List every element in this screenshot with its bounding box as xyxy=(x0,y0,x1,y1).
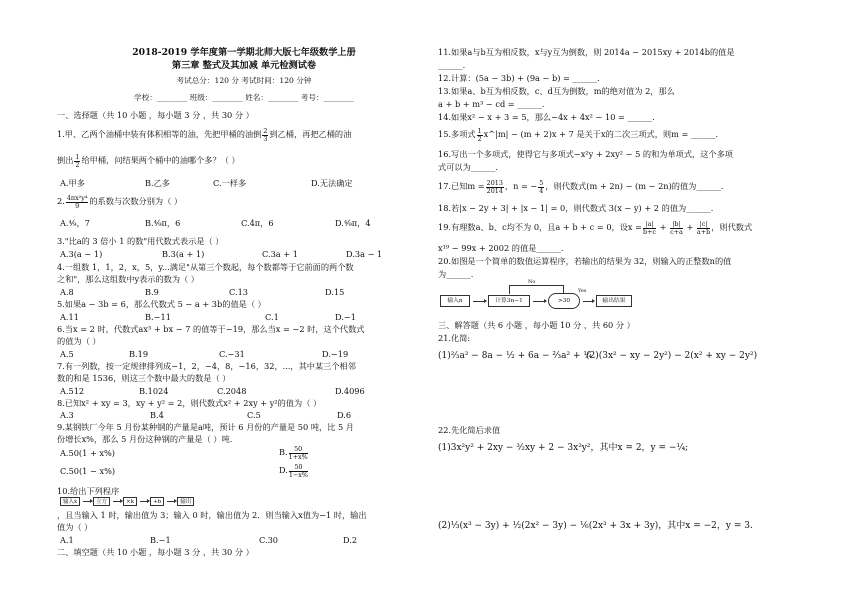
section-choice: 一、选择题（共 10 小题 ，每小题 3 分 ，共 30 分 ） xyxy=(57,110,254,120)
question-19-line2: x¹⁹ − 99x + 2002 的值是______. xyxy=(438,243,564,253)
option-d[interactable]: D.⁴⁄₉π，4 xyxy=(335,218,371,228)
arrow-icon xyxy=(113,501,121,502)
option-b[interactable]: B.⁴⁄₉π，6 xyxy=(145,218,181,228)
option-c[interactable]: C.3a + 1 xyxy=(262,249,298,259)
arrow-icon xyxy=(140,501,148,502)
exam-subtitle: 第三章 整式及其加减 单元检测试卷 xyxy=(171,60,317,71)
option-a[interactable]: A.1 xyxy=(60,535,74,545)
question-11: 11.如果a与b互为相反数，x与y互为倒数，则 2014a − 2015xy + 2014b的值是 xyxy=(438,47,735,57)
flow-loop-line xyxy=(509,285,564,294)
student-info-row xyxy=(57,93,431,102)
option-b[interactable]: B.−11 xyxy=(145,312,171,322)
question-22: 22.先化简后求值 xyxy=(438,425,501,435)
option-d[interactable]: D.3a − 1 xyxy=(346,249,383,259)
section-solution: 三、解答题（共 6 小题 ，每小题 10 分 ，共 60 分 ） xyxy=(438,320,635,330)
question-4-line1: 4.一组数 1，1，2，x，5，y...满足"从第三个数起，每个数都等于它前面的两个数 xyxy=(57,262,354,272)
flow-decision: >30 xyxy=(548,293,580,309)
question-13-line2: a + b + m³ − cd = ______. xyxy=(438,99,545,109)
option-b[interactable]: B.−1 xyxy=(150,535,171,545)
option-d[interactable]: D.6 xyxy=(337,410,352,420)
option-b[interactable]: B.19 xyxy=(129,349,149,359)
option-a[interactable]: A.3 xyxy=(60,410,74,420)
option-c[interactable]: C.一样多 xyxy=(213,178,247,188)
name-label: 姓名： xyxy=(245,93,268,102)
question-16-line2: 式可以为______. xyxy=(438,162,498,172)
fraction: $\frac{1}{2}$ xyxy=(75,153,80,169)
option-d[interactable]: D.4096 xyxy=(335,386,365,396)
option-b[interactable]: B.3(a + 1) xyxy=(162,249,205,259)
question-3: 3."比a的 3 倍小 1 的数"用代数式表示是（ ） xyxy=(57,236,224,246)
question-7-line2: 数的和是 1536，则这三个数中最大的数是（ ） xyxy=(57,373,231,383)
question-6-line1: 6.当x = 2 时，代数式ax³ + bx − 7 的值等于−19，那么当x = −2 时，这个代数式 xyxy=(57,324,365,334)
option-a[interactable]: A.8 xyxy=(60,287,74,297)
option-c[interactable]: C.30 xyxy=(259,535,278,545)
question-2: 2. $\frac{\text{4πx²y⁴}}{9}$ 的系数与次数分别为（ ） xyxy=(57,194,183,210)
flow-step: 输入x xyxy=(60,497,80,506)
option-c[interactable]: C.50(1 − x%) xyxy=(60,466,116,476)
arrow-icon xyxy=(473,301,485,302)
flow-step: 立方 xyxy=(93,497,110,506)
program-flowchart xyxy=(60,497,197,506)
exam-info: 考试总分：120 分 考试时间：120 分钟 xyxy=(176,76,312,85)
question-20-line2: 为______. xyxy=(438,269,474,279)
number-label: 考号： xyxy=(300,93,324,102)
option-a[interactable]: A.512 xyxy=(60,386,85,396)
class-label: 班级： xyxy=(189,93,213,102)
option-d[interactable]: D.15 xyxy=(325,287,345,297)
question-15: 15.多项式 $\frac{1}{2}$ x^|m| − (m + 2)x + 7 是关于x的二次三项式，则m = ______. xyxy=(438,127,719,143)
question-10-line3: 值为（ ） xyxy=(57,522,93,532)
option-a[interactable]: A.50(1 + x%) xyxy=(60,448,115,458)
school-blank: ________ xyxy=(156,93,188,102)
option-c[interactable]: C.2048 xyxy=(217,386,247,396)
question-16-line1: 16.写出一个多项式，使得它与多项式−x²y + 2xy² − 5 的和为单项式，这个多项 xyxy=(438,149,733,159)
option-a[interactable]: A.甲多 xyxy=(60,178,85,188)
question-5: 5.如果a − 3b = 6，那么代数式 5 − a + 3b的值是（ ） xyxy=(57,299,266,309)
question-6-line2: 的值为（ ） xyxy=(57,336,101,346)
question-1-line1: 1.甲、乙两个油桶中装有体积相等的油，先把甲桶的油倒 $\frac{2}{3}$ 到乙桶，再把乙桶的油 xyxy=(57,127,352,143)
arrow-icon xyxy=(167,501,175,502)
option-a[interactable]: A.⁴⁄₉，7 xyxy=(60,218,90,228)
option-d[interactable]: D. $\frac{50}{1-x\%}$ xyxy=(279,463,308,479)
option-c[interactable]: C.4π，6 xyxy=(241,218,274,228)
fraction: $\frac{\text{4πx²y⁴}}{9}$ xyxy=(66,194,88,210)
question-10: 10.给出下列程序 xyxy=(57,486,120,496)
question-21-part2: (2)(3x² − xy − 2y²) − 2(x² + xy − 2y²) xyxy=(586,351,758,361)
option-d[interactable]: D.无法确定 xyxy=(311,178,353,188)
flow-output-box: 输出结果 xyxy=(596,295,632,307)
option-d[interactable]: D.2 xyxy=(343,535,358,545)
option-b[interactable]: B.乙多 xyxy=(145,178,170,188)
question-1-line2: 倒出 $\frac{1}{2}$ 给甲桶，问结果两个桶中的油哪个多？（ ） xyxy=(57,153,240,169)
option-a[interactable]: A.3(a − 1) xyxy=(60,249,103,259)
option-b[interactable]: B.1024 xyxy=(139,386,169,396)
question-19-line1: 19.有理数a、b、c均不为 0，且a + b + c = 0，设x = $\frac{|a|}{b+c}$ + $\frac{|b|}{c+a}$ + $\frac{|c|}{a+b}$ ，则代数式 xyxy=(438,220,753,236)
arrow-icon xyxy=(83,501,91,502)
name-blank: ________ xyxy=(267,93,299,102)
fraction: $\frac{2}{3}$ xyxy=(263,127,268,143)
option-b[interactable]: B.9 xyxy=(145,287,159,297)
class-blank: ________ xyxy=(212,93,243,102)
question-9-line1: 9.某钢铁厂今年 5 月份某种钢的产量是a吨，预计 6 月份的产量是 50 吨，比 5 月 xyxy=(57,422,354,432)
school-label: 学校： xyxy=(134,93,157,102)
question-7-line1: 7.有一列数，按一定规律排列成−1，2，−4，8，−16，32，...，其中某三个相邻 xyxy=(57,361,356,371)
flow-step: +b xyxy=(150,497,164,506)
option-a[interactable]: A.11 xyxy=(60,312,79,322)
question-17: 17.已知m = $\frac{2013}{2014}$ ，n = − $\frac{5}{4}$ ，则代数式(m + 2n) − (m − 2n)的值为______. xyxy=(438,179,724,195)
option-b[interactable]: B.4 xyxy=(150,410,164,420)
option-c[interactable]: C.13 xyxy=(229,287,248,297)
option-a[interactable]: A.5 xyxy=(60,349,74,359)
flow-yes-label: Yes xyxy=(578,288,587,294)
arrow-icon xyxy=(583,301,593,302)
question-4-line2: 之和"，那么这组数中y表示的数为（ ） xyxy=(57,274,199,284)
flow-input-box: 输入n xyxy=(440,295,470,307)
question-11-blank: ______. xyxy=(438,60,466,70)
question-18: 18.若|x − 2y + 3| + |x − 1| = 0，则代数式 3(x − y) + 2 的值为______. xyxy=(438,203,714,213)
question-9-line2: 份增长x%，那么 5 月份这种钢的产量是（ ）吨. xyxy=(57,434,233,444)
question-9-options xyxy=(57,446,431,486)
number-blank: ________ xyxy=(323,93,354,102)
flow-step: 输出 xyxy=(177,497,194,506)
question-20-line1: 20.如图是一个简单的数值运算程序，若输出的结果为 32，则输入的正整数n的值 xyxy=(438,256,732,266)
question-14: 14.如果x² − x + 3 = 5，那么−4x + 4x² − 10 = ______. xyxy=(438,112,655,122)
section-fill-blank: 二、填空题（共 10 小题 ，每小题 3 分 ，共 30 分 ） xyxy=(57,547,254,557)
question-8: 8.已知x² + xy = 3，xy + y² = 2，则代数式x² + 2xy + y²的值为（ ） xyxy=(57,398,322,408)
question-13-line1: 13.如果a、b互为相反数，c、d互为倒数，m的绝对值为 2，那么 xyxy=(438,86,675,96)
question-21: 21.化简: xyxy=(438,333,471,343)
option-c[interactable]: C.1 xyxy=(265,312,279,322)
question-12: 12.计算：(5a − 3b) + (9a − b) = ______. xyxy=(438,73,600,83)
option-c[interactable]: C.−31 xyxy=(219,349,245,359)
flow-step: ×k xyxy=(123,497,137,506)
option-d[interactable]: D.−19 xyxy=(322,349,349,359)
option-c[interactable]: C.5 xyxy=(247,410,261,420)
exam-title: 2018-2019 学年度第一学期北师大版七年级数学上册 xyxy=(132,47,356,58)
question-21-part1: (1)²⁄₃a² − 8a − ½ + 6a − ⅔a² + ¼ xyxy=(438,351,593,361)
question-22-part1: (1)3x²y² + 2xy − ³⁄₂xy + 2 − 3x²y²，其中x = 2，y = −¼; xyxy=(438,443,689,453)
question-22-part2: (2)⅓(x³ − 3y) + ½(2x² − 3y) − ⅙(2x³ + 3x + 3y)，其中x = −2，y = 3. xyxy=(438,521,753,531)
flow-compute-box: 计算3n−1 xyxy=(488,295,530,307)
option-b[interactable]: B. $\frac{50}{1+x\%}$ xyxy=(279,445,308,461)
arrow-icon xyxy=(533,301,545,302)
flow-no-label: No xyxy=(528,279,536,285)
option-d[interactable]: D.−1 xyxy=(335,312,356,322)
computation-flowchart xyxy=(440,279,740,321)
question-10-line2: ，且当输入 1 时，输出值为 3；输入 0 时，输出值为 2．则当输入x值为−1 时，输出 xyxy=(57,510,367,520)
